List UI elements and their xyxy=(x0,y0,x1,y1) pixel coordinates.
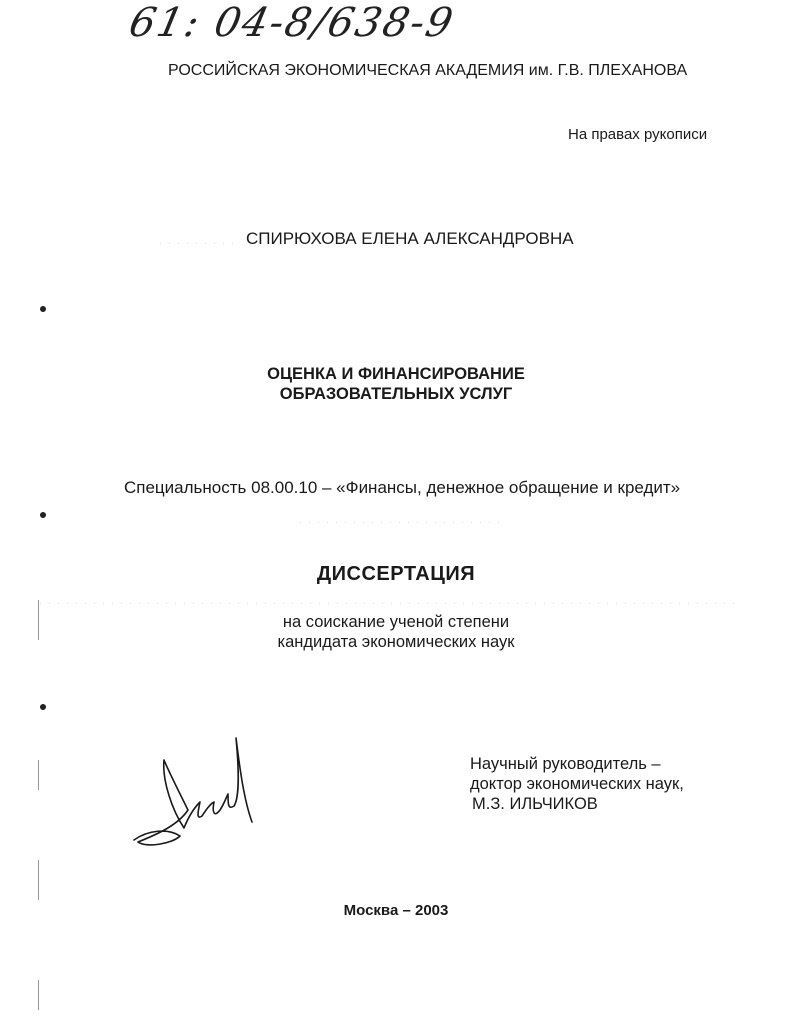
city-year: Москва – 2003 xyxy=(343,902,449,919)
scan-edge-line xyxy=(38,600,39,640)
degree-line-1: на соискание ученой степени xyxy=(282,613,510,631)
scan-edge-line xyxy=(38,860,39,900)
scan-punch-mark xyxy=(40,704,46,710)
signature-image xyxy=(128,730,268,860)
title-line-1: ОЦЕНКА И ФИНАНСИРОВАНИЕ xyxy=(267,365,525,383)
dissertation-title xyxy=(0,364,792,404)
work-type-heading: ДИССЕРТАЦИЯ xyxy=(316,563,476,585)
advisor-role: Научный руководитель – xyxy=(470,755,661,773)
handwritten-archive-code: 61: 04-8/638-9 xyxy=(125,0,459,46)
advisor-degree: доктор экономических наук, xyxy=(470,775,684,793)
advisor-block xyxy=(470,754,684,814)
scan-punch-mark xyxy=(40,306,46,312)
scan-edge-line xyxy=(38,980,39,1010)
scan-punch-mark xyxy=(40,512,46,518)
author-name: СПИРЮХОВА ЕЛЕНА АЛЕКСАНДРОВНА xyxy=(246,229,574,248)
rights-note: На правах рукописи xyxy=(568,126,708,143)
academy-name: РОССИЙСКАЯ ЭКОНОМИЧЕСКАЯ АКАДЕМИЯ им. Г.В. ПЛЕХАНОВА xyxy=(168,62,688,79)
scan-noise xyxy=(160,243,240,244)
degree-line-2: кандидата экономических наук xyxy=(277,633,515,651)
scan-edge-line xyxy=(38,760,39,790)
title-line-2: ОБРАЗОВАТЕЛЬНЫХ УСЛУГ xyxy=(279,385,513,403)
scan-noise xyxy=(40,603,740,604)
degree-block xyxy=(0,612,792,652)
advisor-name: М.З. ИЛЬЧИКОВ xyxy=(472,795,598,813)
specialty-line: Специальность 08.00.10 – «Финансы, денежное обращение и кредит» xyxy=(124,478,681,497)
scan-noise xyxy=(300,522,500,523)
